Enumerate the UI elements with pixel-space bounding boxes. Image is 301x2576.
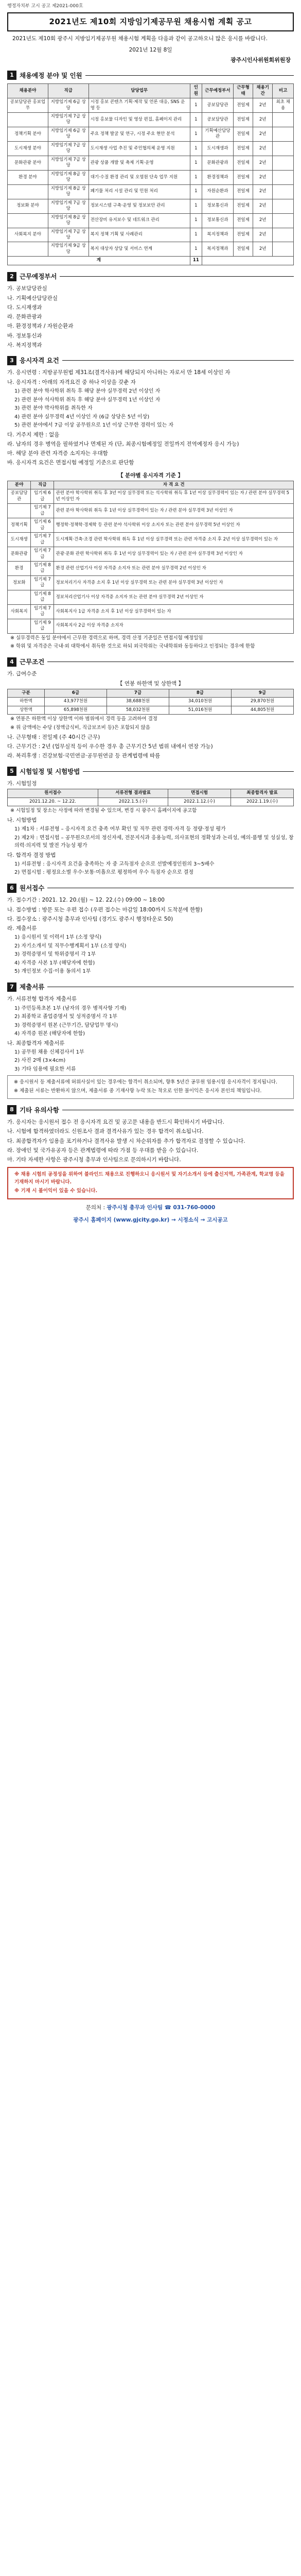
- contact-block: [7, 1204, 294, 1212]
- table-cell: 2021.12.20. ~ 12.22.: [8, 798, 98, 806]
- table-header-cell: 최종합격자 발표: [231, 789, 294, 798]
- table-cell: 임기제 7급: [31, 604, 54, 619]
- table-cell: 정보화 분야: [8, 199, 48, 213]
- table-cell: 1: [190, 113, 202, 127]
- text-line: 다. 도시재생과: [7, 304, 42, 311]
- table-cell: 환경 관련 산업기사 이상 자격증 소지자 또는 관련 분야 실무경력 2년 이상인 자: [54, 561, 294, 575]
- table-cell: 정보통신과: [202, 213, 233, 228]
- text-line: 가. 공보담당관실: [7, 285, 47, 292]
- table-cell: 1: [190, 170, 202, 184]
- text-line: 4) 관련 분야 실무경력 4년 이상인 자 (6급 상당은 5년 이상): [14, 414, 150, 420]
- table-cell: 지방임기제 8급 상당: [48, 170, 88, 184]
- table-row: [8, 533, 294, 547]
- table-cell: 상한액: [8, 706, 45, 714]
- table-cell: 도시재생 사업 추진 및 주민협의체 운영 지원: [88, 141, 190, 156]
- text-line: 다. 접수장소 : 광주시청 총무과 인사팀 (경기도 광주시 행정타운로 50): [7, 916, 173, 922]
- documents-warning-box: [7, 1075, 294, 1098]
- text-line: 나. 기획예산담당관실: [7, 295, 58, 301]
- application-list: [7, 896, 294, 976]
- table-row: [8, 604, 294, 619]
- table-row: [8, 228, 294, 242]
- table-cell: 1: [190, 242, 202, 257]
- text-line: 마. 환경정책과 / 자원순환과: [7, 323, 74, 330]
- table-cell: 2년: [253, 98, 273, 113]
- table-header-cell: 채용기간: [253, 84, 273, 98]
- text-line: 1) 관련 분야 학사학위 취득 후 해당 분야 실무경력 2년 이상인 자: [14, 388, 161, 394]
- text-line: 사. 복지정책과: [7, 342, 42, 348]
- table-cell: 전일제: [233, 213, 253, 228]
- table-cell: 1: [190, 156, 202, 170]
- section-8-header: [7, 1105, 294, 1115]
- table-cell: 1: [190, 98, 202, 113]
- table-cell: 정보화: [8, 575, 31, 590]
- section-title: 시험일정 및 시험방법: [20, 767, 80, 775]
- text-line: ※ 실무경력은 동일 분야에서 근무한 경력으로 하며, 경력 산정 기준일은 면접시험 예정일임: [10, 635, 203, 641]
- table-cell: 전산장비 유지보수 및 네트워크 관리: [88, 213, 190, 228]
- table-cell: 임기제 9급: [31, 619, 54, 633]
- table-cell: 정보처리산업기사 이상 자격증 소지자 또는 관련 분야 실무경력 2년 이상인 자: [54, 590, 294, 604]
- section-title: 제출서류: [20, 982, 45, 991]
- contact-phone: 광주시청 총무과 인사팀 ☎ 031-760-0000: [107, 1204, 216, 1211]
- table-row: [8, 575, 294, 590]
- text-line: ※ 제출된 서류는 반환하지 않으며, 제출서류 중 기재사항 누락 또는 착오로 인한 불이익은 응시자 본인의 책임입니다.: [14, 1088, 262, 1094]
- table-cell: 전일제: [233, 113, 253, 127]
- table-cell: 정보처리기사 자격증 소지 후 1년 이상 실무경력 또는 관련 분야 실무경력 3년 이상인 자: [54, 575, 294, 590]
- table-cell: 관광·문화 관련 학사학위 취득 후 1년 이상 실무경력이 있는 자 / 관련 분야 실무경력 3년 이상인 자: [54, 547, 294, 562]
- text-line: 2) 제2차 : 면접시험 – 공무원으로서의 정신자세, 전문지식과 응용능력, 의사표현의 정확성과 논리성, 예의·품행 및 성실성, 창의력·의지력 및 발전 가능성 평가: [14, 835, 294, 849]
- table-cell: [273, 156, 294, 170]
- table-cell: [273, 113, 294, 127]
- table-cell: 정책기획 분야: [8, 127, 48, 141]
- top-note: 행정자치부 고시 공고 제2021-000호: [7, 4, 83, 9]
- table-cell: 폐기물 처리 시설 관리 및 민원 처리: [88, 184, 190, 199]
- table-cell: 38,688천원: [107, 698, 169, 706]
- section-5-header: [7, 767, 294, 776]
- table-cell: 공보담당관: [8, 489, 31, 504]
- table-cell: 2년: [253, 228, 273, 242]
- table-cell: 환경 분야: [8, 170, 48, 184]
- table-cell: 2년: [253, 113, 273, 127]
- text-line: 마. 해당 분야 관련 자격증 소지자는 우대함: [7, 450, 108, 457]
- table-header-cell: 근무예정부서: [202, 84, 233, 98]
- table-header-cell: 원서접수: [8, 789, 98, 798]
- text-line: 나. 최종합격자 제출서류: [7, 1040, 65, 1046]
- text-line: 5) 개인정보 수집·이용 동의서 1부: [14, 969, 91, 975]
- table-cell: 전일제: [233, 199, 253, 213]
- schedule-notes: [7, 807, 294, 877]
- table-header-cell: 6급: [45, 689, 107, 698]
- table-cell: 51,016천원: [169, 706, 231, 714]
- table-cell: [8, 619, 31, 633]
- table-row: [8, 184, 294, 199]
- table-header-cell: 직급: [31, 481, 54, 489]
- text-line: 가. 접수기간 : 2021. 12. 20.(월) ~ 12. 22.(수) 09:00 ~ 18:00: [7, 897, 165, 904]
- table-cell: 2년: [253, 141, 273, 156]
- section-3-header: [7, 355, 294, 365]
- table-cell: 지방임기제 7급 상당: [48, 113, 88, 127]
- table-cell: [273, 184, 294, 199]
- text-line: ※ 응시원서 등 제출서류에 허위사실이 있는 경우에는 합격이 취소되며, 향후 5년간 공무원 임용시험 응시자격이 정지됩니다.: [14, 1079, 277, 1086]
- table-row: [8, 547, 294, 562]
- total-label: 계: [8, 257, 190, 265]
- text-line: 가. 응시자는 응시원서 접수 전 응시자격 요건 및 공고문 내용을 반드시 확인하시기 바랍니다.: [7, 1119, 225, 1126]
- section-6-header: [7, 883, 294, 893]
- table-cell: [8, 113, 48, 127]
- section-1-header: [7, 71, 294, 80]
- section-title: 응시자격 요건: [20, 357, 59, 365]
- text-line: 1) 응시원서 및 이력서 1부 (소정 양식): [14, 935, 102, 941]
- table-cell: 2년: [253, 184, 273, 199]
- table-cell: 지방임기제 6급 상당: [48, 98, 88, 113]
- table-cell: 환경정책과: [202, 170, 233, 184]
- text-line: 라. 복리후생 : 건강보험·국민연금·공무원연금 등 관계법령에 따름: [7, 753, 161, 759]
- text-line: 바. 응시자격 요건은 면접시험 예정일 기준으로 판단함: [7, 460, 134, 466]
- table-cell: 지방임기제 6급 상당: [48, 127, 88, 141]
- homepage-text: 광주시 홈페이지 (www.gjcity.go.kr) → 시정소식 → 고시공고: [73, 1216, 228, 1223]
- table-cell: 임기제 7급: [31, 547, 54, 562]
- total-value: 11: [190, 257, 202, 265]
- table-cell: 도시재생 분야: [8, 141, 48, 156]
- section-title: 근무예정부서: [20, 272, 57, 280]
- table-cell: 복지정책과: [202, 228, 233, 242]
- table-cell: 관련 분야 학사학위 취득 후 1년 이상 실무경력이 있는 자 / 관련 분야 실무경력 3년 이상인 자: [54, 504, 294, 518]
- text-line: 나. 시험방법: [7, 817, 37, 823]
- table-cell: 복지정책과: [202, 242, 233, 257]
- section-number: 6: [7, 884, 16, 893]
- text-line: 3) 관련 분야 박사학위를 취득한 자: [14, 405, 93, 411]
- table-cell: 공보담당관: [202, 98, 233, 113]
- table-row: [8, 590, 294, 604]
- table-header-cell: 인원: [190, 84, 202, 98]
- salary-caption: 【 연봉 하한액 및 상한액 】: [117, 680, 184, 687]
- table-header-cell: 서류전형 결과발표: [98, 789, 168, 798]
- table-cell: 지방임기제 9급 상당: [48, 242, 88, 257]
- table-cell: 지방임기제 7급 상당: [48, 141, 88, 156]
- table-cell: 시정 홍보물 디자인 및 영상 편집, 홈페이지 관리: [88, 113, 190, 127]
- text-line: 다. 최종합격자가 임용을 포기하거나 결격사유 발생 시 차순위자를 추가 합격자로 결정할 수 있습니다.: [7, 1138, 245, 1144]
- table-cell: 전일제: [233, 141, 253, 156]
- dept-list: [7, 284, 294, 349]
- homepage-link[interactable]: [7, 1216, 294, 1224]
- table-header-cell: 비고: [273, 84, 294, 98]
- table-cell: 2년: [253, 156, 273, 170]
- text-line: 1) 공무원 채용 신체검사서 1부: [14, 1049, 84, 1055]
- section-number: 5: [7, 767, 16, 776]
- table-row: [8, 561, 294, 575]
- text-line: ※ 기재 시 불이익이 있을 수 있습니다.: [14, 1188, 98, 1194]
- table-row: [8, 113, 294, 127]
- table-cell: 임기제 7급: [31, 504, 54, 518]
- text-line: 다. 근무기간 : 2년 (업무실적 등이 우수한 경우 총 근무기간 5년 범위 내에서 연장 가능): [7, 743, 213, 750]
- table-cell: 도시계획·건축·조경 관련 학사학위 취득 후 1년 이상 실무경력 또는 관련 자격증 소지 후 2년 이상 실무경력이 있는 자: [54, 533, 294, 547]
- text-line: 나. 응시자격 : 아래의 자격요건 중 하나 이상을 갖춘 자: [7, 379, 136, 385]
- table-cell: 정책기획: [8, 518, 31, 533]
- intro-text: 2021년도 제10회 광주시 지방임기제공무원 채용시험 계획을 다음과 같이 공고하오니 많은 응시를 바랍니다.: [12, 36, 268, 42]
- text-line: 바. 정보통신과: [7, 332, 42, 339]
- table-cell: 2년: [253, 199, 273, 213]
- text-line: 마. 기타 자세한 사항은 광주시청 총무과 인사팀으로 문의하시기 바랍니다.: [7, 1157, 181, 1163]
- table-row: [8, 698, 294, 706]
- table-header-cell: 담당업무: [88, 84, 190, 98]
- text-line: 3) 경력증명서 원본 (근무기간, 담당업무 명시): [14, 1022, 118, 1028]
- text-line: 다. 거주지 제한 : 없음: [7, 431, 60, 438]
- table-cell: 65,898천원: [45, 706, 107, 714]
- table-cell: 관광 상품 개발 및 축제 기획·운영: [88, 156, 190, 170]
- table-header-cell: 구분: [8, 689, 45, 698]
- text-line: 2) 최종학교 졸업증명서 및 성적증명서 각 1부: [14, 1014, 117, 1020]
- table-cell: 전일제: [233, 98, 253, 113]
- table-cell: 58,032천원: [107, 706, 169, 714]
- table-cell: 전일제: [233, 127, 253, 141]
- table-cell: 2년: [253, 242, 273, 257]
- text-line: 2) 면접시험 : 평정요소별 우수·보통·미흡으로 평정하여 우수 득점자 순으로 결정: [14, 870, 194, 876]
- blind-hiring-box: [7, 1167, 294, 1199]
- table-cell: 자원순환과: [202, 184, 233, 199]
- table-cell: 임기제 8급: [31, 561, 54, 575]
- table-cell: 2년: [253, 170, 273, 184]
- table-cell: 사회복지사 2급 이상 자격증 소지자: [54, 619, 294, 633]
- table-cell: 임기제 8급: [31, 590, 54, 604]
- table-cell: [8, 590, 31, 604]
- table-cell: 기획예산담당관: [202, 127, 233, 141]
- table-cell: 복지 대상자 상담 및 서비스 연계: [88, 242, 190, 257]
- table-row: [8, 798, 294, 806]
- text-line: 3) 기타 임용에 필요한 서류: [14, 1066, 76, 1072]
- table-row: [8, 489, 294, 504]
- table-cell: [8, 184, 48, 199]
- table-cell: 도시재생: [8, 533, 31, 547]
- table-cell: [8, 504, 31, 518]
- section-title: 근무조건: [20, 658, 45, 666]
- table-cell: 임기제 6급: [31, 489, 54, 504]
- table-cell: 도시재생과: [202, 141, 233, 156]
- table-cell: 공보담당관 홍보업무: [8, 98, 48, 113]
- table-cell: 사회복지: [8, 604, 31, 619]
- section-number: 8: [7, 1105, 16, 1114]
- text-line: 가. 응시연령 : 지방공무원법 제31조(결격사유)에 해당되지 아니하는 자로서 만 18세 이상인 자: [7, 369, 231, 376]
- recruit-table: [7, 83, 294, 265]
- total-row: [8, 257, 294, 265]
- text-line: 라. 남자의 경우 병역을 필하였거나 면제된 자 (단, 최종시험예정일 전일까지 전역예정자 응시 가능): [7, 440, 239, 447]
- table-cell: 복지 정책 기획 및 사례관리: [88, 228, 190, 242]
- text-line: ※ 학위 및 자격증은 국내·외 대학에서 취득한 것으로 하되 외국학위는 국내학위와 동등하다고 인정되는 경우에 한함: [10, 643, 255, 650]
- table-cell: 1: [190, 141, 202, 156]
- table-cell: 1: [190, 184, 202, 199]
- table-cell: 정보통신과: [202, 199, 233, 213]
- section-number: 1: [7, 71, 16, 80]
- section-4-header: [7, 657, 294, 667]
- title-box: [7, 12, 294, 31]
- table-cell: 1: [190, 199, 202, 213]
- schedule-subtitle: 가. 시험일정: [7, 781, 37, 787]
- text-line: 다. 합격자 결정 방법: [7, 852, 56, 858]
- table-cell: 지방임기제 7급 상당: [48, 156, 88, 170]
- table-cell: [273, 170, 294, 184]
- text-line: 라. 제출서류: [7, 925, 37, 932]
- table-header-cell: 8급: [169, 689, 231, 698]
- section-title: 원서접수: [20, 884, 45, 892]
- text-line: ※ 시험일정 및 장소는 사정에 따라 변경될 수 있으며, 변경 시 광주시 홈페이지에 공고함: [10, 808, 197, 814]
- salary-notes: [7, 716, 294, 760]
- table-cell: 43,977천원: [45, 698, 107, 706]
- table-cell: 최초 채용: [273, 98, 294, 113]
- table-cell: [273, 141, 294, 156]
- table-cell: 전일제: [233, 242, 253, 257]
- qualification-caption: 【 분야별 응시자격 기준 】: [118, 472, 183, 479]
- table-cell: 사회복지사 1급 자격증 소지 후 1년 이상 실무경력이 있는 자: [54, 604, 294, 619]
- table-cell: 2년: [253, 127, 273, 141]
- text-line: 3) 경력증명서 및 학위증명서 각 1부: [14, 952, 96, 958]
- notice-list: [7, 1118, 294, 1164]
- table-cell: 주요 정책 발굴 및 연구, 시정 주요 현안 분석: [88, 127, 190, 141]
- table-cell: 문화관광 분야: [8, 156, 48, 170]
- table-cell: 1: [190, 127, 202, 141]
- table-cell: 시정 홍보 콘텐츠 기획·제작 및 언론 대응, SNS 운영 등: [88, 98, 190, 113]
- table-cell: [273, 127, 294, 141]
- text-line: 나. 시험에 합격하였더라도 신원조사 결과 결격사유가 있는 경우 합격이 취소됩니다.: [7, 1128, 204, 1135]
- table-cell: 34,010천원: [169, 698, 231, 706]
- table-row: [8, 213, 294, 228]
- table-header-cell: 분야: [8, 481, 31, 489]
- table-cell: [8, 242, 48, 257]
- table-cell: 관련 분야 학사학위 취득 후 3년 이상 실무경력 또는 석사학위 취득 후 1년 이상 실무경력이 있는 자 / 관련 분야 실무경력 5년 이상인 자: [54, 489, 294, 504]
- table-cell: 전일제: [233, 156, 253, 170]
- table-cell: 임기제 7급: [31, 533, 54, 547]
- text-line: 1) 주민등록초본 1부 (남자의 경우 병적사항 기재): [14, 1005, 127, 1011]
- qualification-table: [7, 481, 294, 634]
- total-empty: [202, 257, 293, 265]
- table-cell: [273, 213, 294, 228]
- table-row: [8, 199, 294, 213]
- table-row: [8, 141, 294, 156]
- table-cell: 공보담당관: [202, 113, 233, 127]
- table-row: [8, 98, 294, 113]
- table-cell: 정보시스템 구축·운영 및 정보보안 관리: [88, 199, 190, 213]
- table-row: [8, 518, 294, 533]
- org-name: 광주시인사위원회위원장: [231, 56, 291, 63]
- table-cell: 2년: [253, 213, 273, 228]
- table-row: [8, 242, 294, 257]
- table-cell: 대기·수질 환경 관리 및 오염원 단속 업무 지원: [88, 170, 190, 184]
- table-cell: 1: [190, 213, 202, 228]
- section-number: 4: [7, 657, 16, 667]
- table-header-cell: 채용분야: [8, 84, 48, 98]
- table-header-cell: 9급: [231, 689, 293, 698]
- table-cell: 전일제: [233, 184, 253, 199]
- table-header-cell: 면접시험: [168, 789, 231, 798]
- text-line: 5) 관련 분야에서 7급 이상 공무원으로 1년 이상 근무한 경력이 있는 자: [14, 422, 174, 428]
- table-header-cell: 7급: [107, 689, 169, 698]
- text-line: 1) 서류전형 : 응시자격 요건을 충족하는 자 중 고득점자 순으로 선발예정인원의 3~5배수: [14, 861, 215, 867]
- text-line: 라. 장애인 및 국가유공자 등은 관계법령에 따라 가점 등 우대를 받을 수 있습니다.: [7, 1147, 199, 1154]
- text-line: ※ 연봉은 하한액 이상 상한액 이하 범위에서 경력 등을 고려하여 결정: [10, 716, 157, 722]
- table-cell: 2022.1.19.(수): [231, 798, 294, 806]
- table-row: [8, 706, 294, 714]
- salary-table: [7, 689, 294, 715]
- text-line: 4) 자격증 원본 (해당자에 한함): [14, 1031, 85, 1037]
- table-cell: 문화관광과: [202, 156, 233, 170]
- eligibility-list: [7, 368, 294, 467]
- page-title: 2021년도 제10회 지방임기제공무원 채용시험 계획 공고: [49, 16, 252, 26]
- table-cell: 지방임기제 7급 상당: [48, 199, 88, 213]
- table-cell: 환경: [8, 561, 31, 575]
- section-2-header: [7, 272, 294, 281]
- table-header-cell: 근무형태: [233, 84, 253, 98]
- table-cell: 2022.1.12.(수): [168, 798, 231, 806]
- table-header-cell: 직급: [48, 84, 88, 98]
- text-line: ※ 채용 시험의 공정성을 위하여 블라인드 채용으로 진행하오니 응시원서 및 자기소개서 등에 출신지역, 가족관계, 학교명 등을 기재하지 마시기 바랍니다.: [14, 1172, 285, 1185]
- section-7-header: [7, 982, 294, 992]
- table-cell: [273, 242, 294, 257]
- table-row: [8, 504, 294, 518]
- table-row: [8, 127, 294, 141]
- table-cell: 하한액: [8, 698, 45, 706]
- table-cell: 1: [190, 228, 202, 242]
- table-cell: [273, 228, 294, 242]
- section-number: 2: [7, 272, 16, 281]
- table-cell: 지방임기제 8급 상당: [48, 213, 88, 228]
- table-cell: 29,870천원: [231, 698, 293, 706]
- table-cell: 44,805천원: [231, 706, 293, 714]
- table-cell: 지방임기제 7급 상당: [48, 228, 88, 242]
- announce-date: 2021년 12월 8일: [129, 47, 172, 54]
- table-row: [8, 619, 294, 633]
- section-number: 3: [7, 356, 16, 365]
- table-cell: 2022.1.5.(수): [98, 798, 168, 806]
- text-line: 나. 접수방법 : 방문 또는 우편 접수 (우편 접수는 마감일 18:00까지 도착분에 한함): [7, 906, 203, 913]
- table-cell: 문화관광: [8, 547, 31, 562]
- salary-subtitle: 가. 급여수준: [7, 671, 37, 677]
- table-row: [8, 156, 294, 170]
- table-cell: 전일제: [233, 170, 253, 184]
- text-line: 가. 서류전형 합격자 제출서류: [7, 996, 77, 1003]
- table-cell: 임기제 7급: [31, 575, 54, 590]
- section-title: 채용예정 분야 및 인원: [20, 71, 82, 79]
- table-row: [8, 170, 294, 184]
- table-cell: 임기제 6급: [31, 518, 54, 533]
- text-line: 2) 자기소개서 및 직무수행계획서 1부 (소정 양식): [14, 943, 127, 949]
- text-line: ※ 위 금액에는 수당 (정액급식비, 직급보조비 등)은 포함되지 않음: [10, 725, 150, 731]
- contact-label: 문의처 :: [85, 1204, 105, 1211]
- schedule-table: [7, 789, 294, 806]
- text-line: 2) 관련 분야 석사학위 취득 후 해당 분야 실무경력 1년 이상인 자: [14, 397, 161, 403]
- section-title: 기타 유의사항: [20, 1106, 59, 1114]
- text-line: 나. 근무형태 : 전일제 (주 40시간 근무): [7, 734, 100, 740]
- text-line: 라. 문화관광과: [7, 314, 42, 320]
- table-cell: 행정학·정책학·경제학 등 관련 분야 석사학위 이상 소지자 또는 관련 분야 실무경력 5년 이상인 자: [54, 518, 294, 533]
- table-header-cell: 자 격 요 건: [54, 481, 294, 489]
- text-line: 2) 사진 2매 (3×4cm): [14, 1058, 66, 1064]
- table-cell: [8, 213, 48, 228]
- table-cell: 지방임기제 8급 상당: [48, 184, 88, 199]
- section-number: 7: [7, 982, 16, 992]
- text-line: 1) 제1차 : 서류전형 – 응시자격 요건 충족 여부 확인 및 직무 관련 경력·자격 등 정량·정성 평가: [14, 826, 226, 833]
- table-cell: 사회복지 분야: [8, 228, 48, 242]
- page: [0, 0, 301, 1249]
- text-line: 4) 자격증 사본 1부 (해당자에 한함): [14, 960, 95, 966]
- documents-list: [7, 995, 294, 1073]
- qualification-notes: [7, 635, 294, 651]
- table-cell: 전일제: [233, 228, 253, 242]
- table-cell: [273, 199, 294, 213]
